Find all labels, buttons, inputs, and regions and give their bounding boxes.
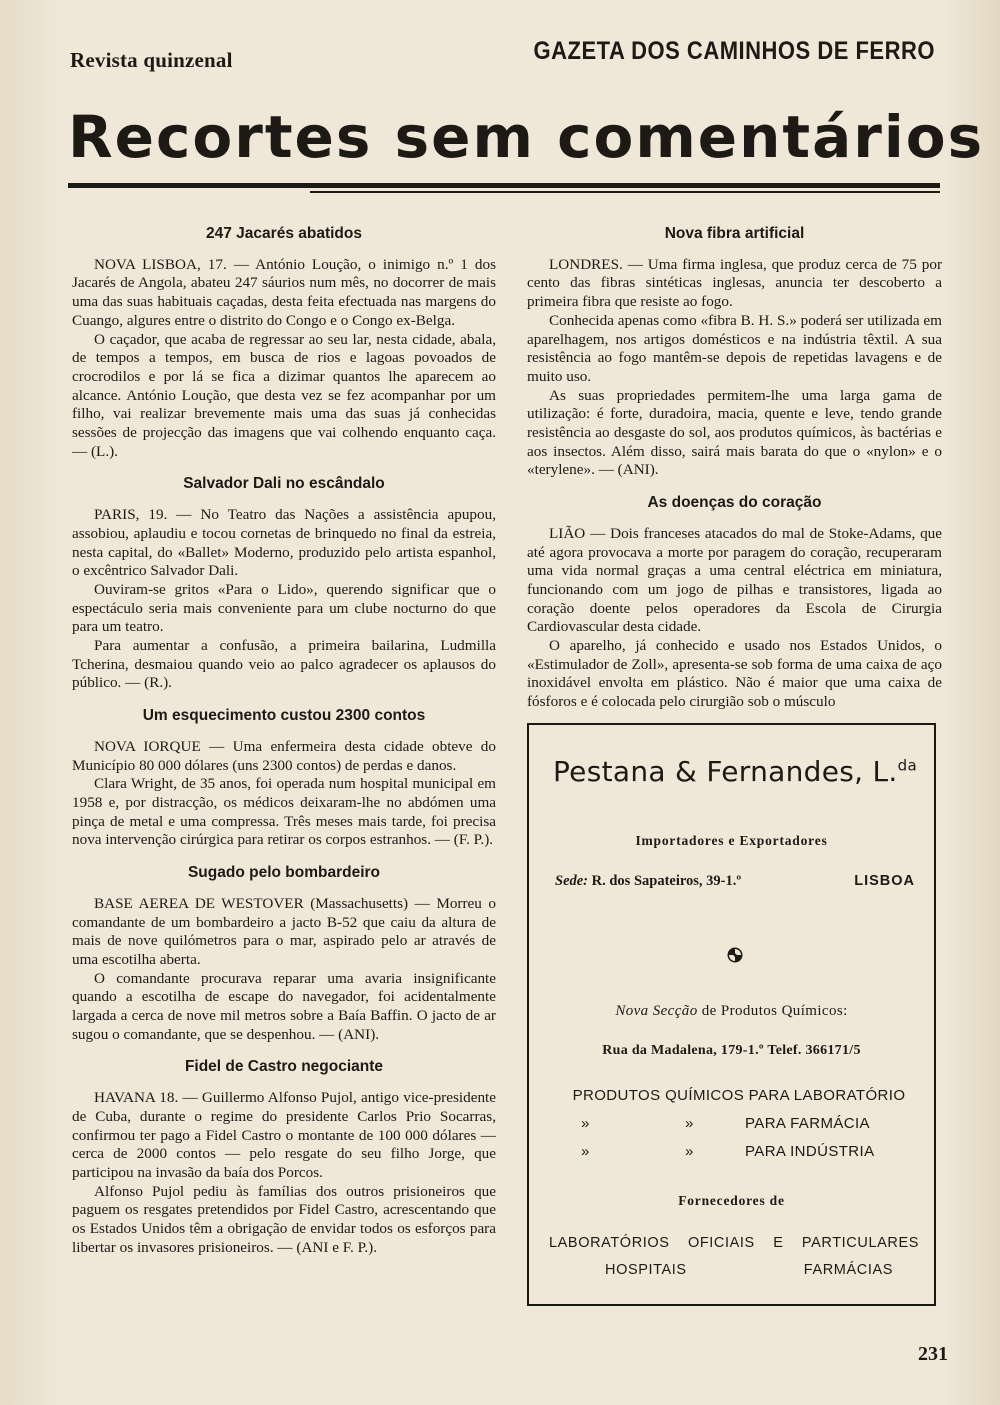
ditto-mark: »	[685, 1143, 694, 1160]
article-paragraph: NOVA IORQUE — Uma enfermeira desta cidade obteve do Município 80 000 dólares (uns 2300 contos) de perdas e danos.	[72, 737, 496, 774]
article-paragraph: Alfonso Pujol pediu às famílias dos outros prisioneiros que paguem os resgates pretendidos por Fidel Castro, acrescentando que os Estados Unidos têm a obrigação de envidar todos os esforços para libertar os invasores prisioneiros. — (ANI e F. P.).	[72, 1182, 496, 1256]
article-fidel	[72, 1058, 496, 1257]
article-esquecimento	[72, 707, 496, 850]
ad-product-farmacia-row	[569, 1110, 909, 1138]
ad-product-laboratorio: PRODUTOS QUÍMICOS PARA LABORATÓRIO	[572, 1087, 906, 1104]
ad-headquarters	[555, 873, 915, 890]
left-column	[72, 225, 496, 1271]
article-bombardeiro	[72, 864, 496, 1044]
advertisement-box	[527, 723, 936, 1306]
ad-firm-text: Pestana & Fernandes, L.	[553, 755, 898, 788]
article-paragraph: BASE AEREA DE WESTOVER (Massachusetts) — Morreu o comandante de um bombardeiro a jacto B-52 que caiu da altura de mais de nove quilómetros para o mar, aspirado pelo ar através de uma escotilha aberta.	[72, 894, 496, 968]
ad-tagline: Importadores e Exportadores	[635, 833, 828, 848]
article-heading: 247 Jacarés abatidos	[206, 225, 362, 242]
ad-city: LISBOA	[854, 873, 915, 889]
ad-products-list	[569, 1082, 909, 1166]
ad-firm-suffix: da	[897, 756, 917, 775]
ad-street-address: Rua da Madalena, 179-1.º Telef. 366171/5	[602, 1043, 861, 1058]
ditto-mark: »	[581, 1143, 590, 1160]
article-paragraph: LONDRES. — Uma firma inglesa, que produz cerca de 75 por cento das fibras sintéticas inglesas, anuncia ter descoberto a primeira fibra que resiste ao fogo.	[527, 255, 942, 311]
ad-sede-label: Sede:	[555, 873, 589, 889]
article-heading: Um esquecimento custou 2300 contos	[142, 707, 426, 725]
page-number: 231	[918, 1343, 948, 1365]
article-paragraph: PARIS, 19. — No Teatro das Nações a assistência apupou, assobiou, aplaudiu e tocou cornetas de brinquedo no final da estreia, nesta capital, do «Ballet» Moderno, produzido pelo artista espanhol, o excêntrico Salvador Dali.	[72, 506, 496, 580]
article-paragraph: O aparelho, já conhecido e usado nos Estados Unidos, o «Estimulador de Zoll», apresenta-se sob forma de uma caixa de aço inoxidável envolta em plástico. Não é maior que uma caixa de fósforos e é colocada pelo cirurgião sob o músculo	[527, 637, 942, 711]
article-heading: Salvador Dali no escândalo	[183, 475, 385, 493]
article-coracao	[527, 494, 942, 712]
article-paragraph: Para aumentar a confusão, a primeira bailarina, Ludmilla Tcherina, desmaiou quando veio ao palco agradecer os aplausos do público. — (R.).	[72, 637, 496, 692]
article-paragraph: HAVANA 18. — Guillermo Alfonso Pujol, antigo vice-presidente de Cuba, durante o regime do presidente Carlos Prio Socarras, confirmou ter pago a Fidel Castro o montante de 100 000 dólares — cerca de 2000 contos — pelo resgate do seu filho Jorge, que participou na invasão da baía dos Porcos.	[72, 1089, 496, 1181]
ad-firm-name	[553, 755, 923, 788]
swirl-emblem-icon	[727, 947, 743, 968]
ad-new-section	[529, 1003, 934, 1020]
header-publication-title: GAZETA DOS CAMINHOS DE FERRO	[533, 36, 935, 65]
article-heading: Sugado pelo bombardeiro	[187, 864, 381, 882]
article-paragraph: Clara Wright, de 35 anos, foi operada num hospital municipal em 1958 e, por distracção, os médicos deixaram-lhe no abdómen uma pinça de metal e uma compressa. Três meses mais tarde, foi precisa nova intervenção cirúrgica para retirar os corpos estranhos. — (F. P.).	[72, 775, 496, 849]
ad-new-section-text: de Produtos Químicos:	[701, 1003, 848, 1019]
article-fibra	[527, 225, 942, 480]
article-heading: Nova fibra artificial	[664, 225, 805, 242]
ad-product-farmacia: PARA FARMÁCIA	[745, 1115, 870, 1132]
ditto-mark: »	[581, 1115, 590, 1132]
article-paragraph: NOVA LISBOA, 17. — António Loução, o inimigo n.º 1 dos Jacarés de Angola, abateu 247 sáurios num mês, no docorrer de mais uma das suas habituais caçadas, desta feita efectuada nas margens do Cuango, algures entre o distrito do Congo e o Congo ex-Belga.	[72, 255, 496, 329]
ad-suppliers-farmacias: FARMÁCIAS	[803, 1262, 893, 1278]
header-periodicity: Revista quinzenal	[70, 48, 233, 72]
ditto-mark: »	[685, 1115, 694, 1132]
article-paragraph: Ouviram-se gritos «Para o Lido», querendo significar que o espectáculo seria mais conveniente para um clube nocturno do que para um teatro.	[72, 580, 496, 636]
article-paragraph: Conhecida apenas como «fibra B. H. S.» poderá ser utilizada em aparelhagem, nos artigos domésticos e na indústria têxtil. A sua resistência ao fogo mantêm-se depois de repetidas lavagens e de muito uso.	[527, 311, 942, 385]
article-heading: As doenças do coração	[647, 494, 822, 512]
article-paragraph: LIÃO — Dois franceses atacados do mal de Stoke-Adams, que até agora provocava a morte por paragem do coração, recuperaram uma vida normal graças a uma central eléctrica em miniatura, funcionando com um jogo de pilhas e transistores, ligada ao coração doente pelos operadores da Escola de Cirurgia Cardiovascular desta cidade.	[527, 524, 942, 636]
article-paragraph: O caçador, que acaba de regressar ao seu lar, nesta cidade, abala, de tempos a tempos, em busca de rios e lagoas povoados de crocrodilos e por lá se fica a dizimar quantos lhe aparecem ao alcance. António Loução, que desta vez se fez acompanhar por um filho, vai realizar brevemente mais uma das suas já conhecidas sessões de projecção das imagens que vai colhendo enquanto caça. — (L.).	[72, 330, 496, 460]
ad-sede-address: R. dos Sapateiros, 39-1.º	[591, 873, 742, 889]
page-title: Recortes sem comentários	[68, 103, 985, 171]
right-column	[527, 225, 942, 726]
ad-new-section-label: Nova Secção	[615, 1003, 698, 1019]
ad-suppliers-hospitais: HOSPITAIS	[605, 1262, 687, 1278]
ad-suppliers-list	[549, 1230, 919, 1284]
ad-product-industria-row	[569, 1138, 909, 1166]
article-paragraph: As suas propriedades permitem-lhe uma larga gama de utilização: é forte, duradoira, macia, quente e leve, tendo grande resistência ao desgaste do sol, aos produtos químicos, às bactérias e aos insectos. Além disso, sairá mais barata do que o «nylon» e o «terylene». — (ANI).	[527, 386, 942, 479]
article-jacares	[72, 225, 496, 461]
title-rule-thick	[68, 183, 940, 188]
article-dali	[72, 475, 496, 693]
ad-product-industria: PARA INDÚSTRIA	[745, 1143, 875, 1160]
ad-suppliers-row	[549, 1257, 919, 1284]
ad-suppliers-label: Fornecedores de	[678, 1193, 785, 1208]
title-rule-thin	[310, 191, 940, 193]
ad-suppliers-laboratorios: LABORATÓRIOS OFICIAIS E PARTICULARES	[549, 1235, 919, 1251]
article-heading: Fidel de Castro negociante	[184, 1058, 384, 1076]
article-paragraph: O comandante procurava reparar uma avaria insignificante quando a escotilha de escape do navegador, foi acidentalmente largada a cerca de nove mil metros sobre a Baía Baffin. O jacto de ar sugou o comandante, que se despenhou. — (ANI).	[72, 969, 496, 1043]
